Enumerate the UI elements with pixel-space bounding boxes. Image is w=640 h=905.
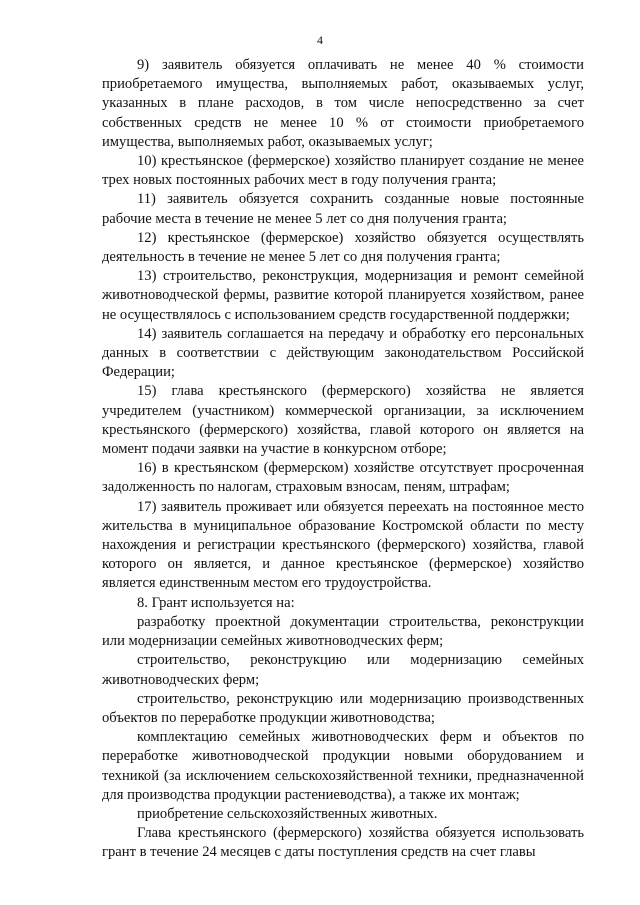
paragraph-item-15: 15) глава крестьянского (фермерского) хозяйства не является учредителем (участником) коммерческой организации, за исключением крестьянского (фермерского) хозяйства, главой которого он является на момент подачи заявки на участие в конкурсном отборе; bbox=[102, 383, 584, 458]
section-8-heading: 8. Грант используется на: bbox=[137, 594, 295, 611]
grant-use-item: строительство, реконструкцию или модернизацию семейных животноводческих ферм; bbox=[102, 652, 584, 688]
document-body bbox=[102, 56, 584, 863]
paragraph-item-14: 14) заявитель соглашается на передачу и обработку его персональных данных в соответствии с действующим законодательством Российской Федерации; bbox=[102, 325, 584, 381]
paragraph-item-13: 13) строительство, реконструкция, модернизация и ремонт семейной животноводческой фермы, развитие которой планируется хозяйством, ранее не осуществлялось с использованием средств государственной поддержки; bbox=[102, 268, 584, 323]
paragraph-item-11: 11) заявитель обязуется сохранить созданные новые постоянные рабочие места в течение не менее 5 лет со дня получения гранта; bbox=[102, 191, 584, 227]
grant-use-item: разработку проектной документации строительства, реконструкции или модернизации семейных животноводческих ферм; bbox=[102, 613, 584, 650]
paragraph-item-10: 10) крестьянское (фермерское) хозяйство планирует создание не менее трех новых постоянных рабочих мест в году получения гранта; bbox=[102, 153, 584, 189]
grant-use-item: комплектацию семейных животноводческих ферм и объектов по переработке животноводческой продукции новыми оборудованием и техникой (за исключением сельскохозяйственной техники, предназначенной для производства продукции растениеводства), а также их монтаж; bbox=[102, 729, 584, 803]
grant-use-item: приобретение сельскохозяйственных животных. bbox=[137, 805, 438, 822]
paragraph-item-17: 17) заявитель проживает или обязуется переехать на постоянное место жительства в муниципальное образование Костромской области по месту нахождения и регистрации крестьянского (фермерского) хозяйства, главой которого он является, и данное крестьянское (фермерское) хозяйство является единственным местом его трудоустройства. bbox=[102, 498, 584, 592]
page-number: 4 bbox=[317, 33, 323, 47]
paragraph-item-9: 9) заявитель обязуется оплачивать не менее 40 % стоимости приобретаемого имущества, выполняемых работ, оказываемых услуг, указанных в плане расходов, в том числе непосредственно за счет собственных средств не менее 10 % от стоимости приобретаемого имущества, выполняемых работ, оказываемых услуг; bbox=[102, 57, 584, 150]
paragraph-item-12: 12) крестьянское (фермерское) хозяйство обязуется осуществлять деятельность в течение не менее 5 лет со дня получения гранта; bbox=[102, 229, 584, 266]
grant-usage-obligation: Глава крестьянского (фермерского) хозяйства обязуется использовать грант в течение 24 месяцев с даты поступления средств на счет главы bbox=[102, 825, 584, 861]
paragraph-item-16: 16) в крестьянском (фермерском) хозяйстве отсутствует просроченная задолженность по налогам, страховым взносам, пеням, штрафам; bbox=[102, 460, 584, 496]
grant-use-item: строительство, реконструкцию или модернизацию производственных объектов по переработке продукции животноводства; bbox=[102, 690, 584, 726]
